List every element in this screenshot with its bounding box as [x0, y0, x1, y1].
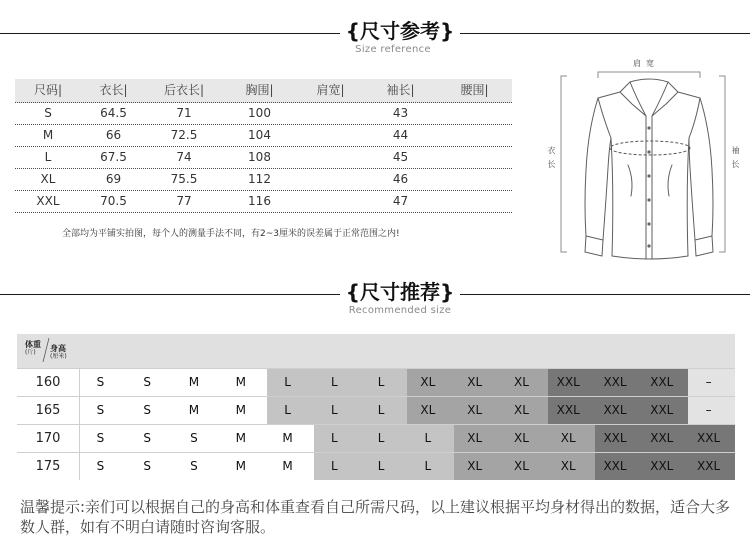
title-rule-left — [0, 33, 340, 34]
recommend-row — [17, 369, 735, 396]
size-table-row — [15, 147, 512, 169]
height-unit-label: (厘米) — [50, 353, 67, 360]
recommended-size-cell: XL — [454, 397, 501, 424]
recommended-size-cell: XXL — [548, 369, 595, 396]
measurement-cell: 46 — [392, 172, 409, 186]
recommended-size-cell: M — [174, 397, 221, 424]
recommended-size-cell: L — [361, 453, 408, 480]
measurement-cell — [297, 125, 364, 146]
measurement-note: 全部均为平铺实拍图，每个人的测量手法不同，有2~3厘米的误差属于正常范围之内! — [62, 229, 400, 239]
recommended-size-cell: XXL — [641, 453, 688, 480]
measurement-cell: 72.5 — [170, 128, 198, 142]
size-cell: XL — [40, 172, 56, 186]
column-header: 肩宽| — [316, 83, 345, 97]
size-reference-title: {尺寸参考} — [345, 19, 455, 43]
recommended-size-cell: XL — [501, 453, 548, 480]
recommended-size-cell: XL — [454, 425, 501, 452]
sleeve-measure-line — [719, 76, 725, 252]
measurement-cell — [437, 103, 512, 124]
measurement-cell: 43 — [392, 106, 409, 120]
height-value: 170 — [17, 425, 80, 452]
size-cell: XXL — [36, 194, 60, 208]
column-header: 胸围| — [245, 83, 274, 97]
recommended-size-cell: S — [80, 453, 127, 480]
sleeve-length-label: 袖长 — [731, 146, 740, 174]
recommended-size-table — [17, 334, 735, 480]
measurement-cell: 45 — [392, 150, 409, 164]
recommended-size-cell: – — [688, 369, 735, 396]
title-rule-left — [0, 294, 340, 295]
recommended-size-cell: M — [220, 425, 267, 452]
measurement-cell — [297, 147, 364, 168]
recommended-size-cell: XXL — [641, 425, 688, 452]
recommended-size-cell: XXL — [595, 425, 642, 452]
recommended-size-cell: XL — [407, 369, 454, 396]
column-header: 腰围| — [460, 83, 489, 97]
measurement-cell: 70.5 — [100, 194, 127, 208]
size-reference-subtitle: Size reference — [355, 44, 431, 55]
recommended-size-cell: XXL — [688, 453, 735, 480]
recommend-row — [17, 397, 735, 424]
weight-unit-label: (斤) — [25, 349, 36, 356]
title-rule-right — [460, 33, 750, 34]
recommended-size-cell: XL — [501, 397, 548, 424]
measurement-cell: 64.5 — [100, 106, 127, 120]
height-axis-label: 身高 — [50, 344, 66, 353]
shirt-buttons — [647, 126, 650, 247]
recommended-size-cell: S — [80, 425, 127, 452]
column-header: 尺码| — [33, 83, 63, 97]
recommended-size-cell: L — [361, 369, 408, 396]
recommended-size-cell: XL — [501, 425, 548, 452]
size-table-row — [15, 191, 512, 213]
recommend-row — [17, 453, 735, 480]
recommended-size-cell: L — [267, 369, 314, 396]
measurement-cell: 108 — [248, 150, 271, 164]
recommended-size-cell: XXL — [595, 397, 642, 424]
recommended-size-title: {尺寸推荐} — [345, 280, 455, 304]
height-value: 175 — [17, 453, 80, 480]
measurement-cell — [437, 147, 512, 168]
recommended-size-cell: S — [174, 453, 221, 480]
recommended-size-cell: L — [314, 397, 361, 424]
measurement-cell: 77 — [176, 194, 192, 208]
measurement-cell — [297, 169, 364, 190]
recommended-size-cell: M — [220, 453, 267, 480]
recommended-size-cell: XXL — [595, 369, 642, 396]
measurement-cell: 104 — [248, 128, 271, 142]
measurement-cell — [437, 169, 512, 190]
size-cell: L — [44, 150, 52, 164]
length-measure-line — [561, 76, 567, 252]
measurement-cell: 74 — [176, 150, 192, 164]
recommended-size-cell: – — [688, 397, 735, 424]
recommended-size-cell: XXL — [641, 397, 688, 424]
recommended-size-cell: XXL — [688, 425, 735, 452]
recommended-size-cell: S — [127, 397, 174, 424]
recommended-size-cell: L — [267, 397, 314, 424]
shoulder-measure-line — [598, 72, 700, 78]
size-cell: S — [44, 106, 52, 120]
measurement-cell: 100 — [248, 106, 271, 120]
recommended-size-cell: S — [127, 425, 174, 452]
recommended-size-cell: S — [127, 369, 174, 396]
recommended-size-cell: L — [314, 453, 361, 480]
measurement-cell: 67.5 — [100, 150, 127, 164]
size-table-row — [15, 125, 512, 147]
size-cell: M — [42, 128, 54, 142]
size-reference-table — [15, 79, 512, 213]
recommended-size-cell: M — [174, 369, 221, 396]
height-value: 160 — [17, 369, 80, 396]
recommend-row — [17, 425, 735, 452]
recommended-size-cell: XL — [454, 453, 501, 480]
measurement-cell — [437, 125, 512, 146]
recommended-size-cell: S — [80, 397, 127, 424]
recommended-size-cell: XL — [548, 425, 595, 452]
measurement-cell — [297, 191, 364, 212]
measurement-cell: 66 — [105, 128, 122, 142]
recommended-size-cell: L — [407, 453, 454, 480]
shirt-outline — [585, 79, 713, 259]
measurement-cell: 47 — [392, 194, 409, 208]
recommend-table-body — [17, 369, 735, 480]
measurement-cell — [437, 191, 512, 212]
measurement-cell: 69 — [105, 172, 122, 186]
column-header: 袖长| — [386, 83, 415, 97]
recommended-size-cell: M — [220, 397, 267, 424]
recommended-size-cell: XXL — [595, 453, 642, 480]
weight-axis-label: 体重 — [25, 340, 41, 349]
recommended-size-cell: L — [314, 425, 361, 452]
recommended-size-cell: XXL — [641, 369, 688, 396]
diagonal-divider — [42, 338, 50, 362]
recommended-size-cell: S — [127, 453, 174, 480]
recommended-size-cell: XL — [548, 453, 595, 480]
measurement-cell — [297, 103, 364, 124]
recommended-size-subtitle: Recommended size — [348, 305, 452, 316]
column-header: 后衣长| — [163, 83, 205, 97]
recommended-size-cell: S — [80, 369, 127, 396]
recommended-size-cell: S — [174, 425, 221, 452]
measurement-cell: 44 — [392, 128, 409, 142]
recommended-size-cell: L — [361, 397, 408, 424]
measurement-cell: 75.5 — [170, 172, 198, 186]
shoulder-width-label: 肩宽 — [633, 59, 659, 68]
garment-length-label: 衣长 — [547, 146, 556, 174]
recommended-size-cell: XL — [454, 369, 501, 396]
column-header: 衣长| — [99, 83, 128, 97]
recommended-size-cell: L — [407, 425, 454, 452]
shopping-tip: 温馨提示:亲们可以根据自己的身高和体重查看自己所需尺码，以上建议根据平均身材得出的数据，适合大多数人群，如有不明白请随时咨询客服。 — [20, 498, 731, 536]
measurement-cell: 116 — [248, 194, 271, 208]
size-table-row — [15, 103, 512, 125]
measurement-cell: 71 — [176, 106, 192, 120]
recommended-size-cell: XXL — [548, 397, 595, 424]
recommended-size-cell: M — [267, 453, 314, 480]
recommended-size-cell: M — [267, 425, 314, 452]
recommended-size-cell: M — [220, 369, 267, 396]
size-table-header-row — [15, 79, 512, 103]
title-rule-right — [460, 294, 750, 295]
recommended-size-cell: XL — [407, 397, 454, 424]
recommended-size-cell: L — [361, 425, 408, 452]
recommend-table-header — [17, 334, 735, 368]
recommended-size-cell: XL — [501, 369, 548, 396]
measurement-cell: 112 — [248, 172, 271, 186]
shirt-diagram — [540, 55, 745, 270]
recommended-size-cell: L — [314, 369, 361, 396]
height-value: 165 — [17, 397, 80, 424]
size-table-row — [15, 169, 512, 191]
